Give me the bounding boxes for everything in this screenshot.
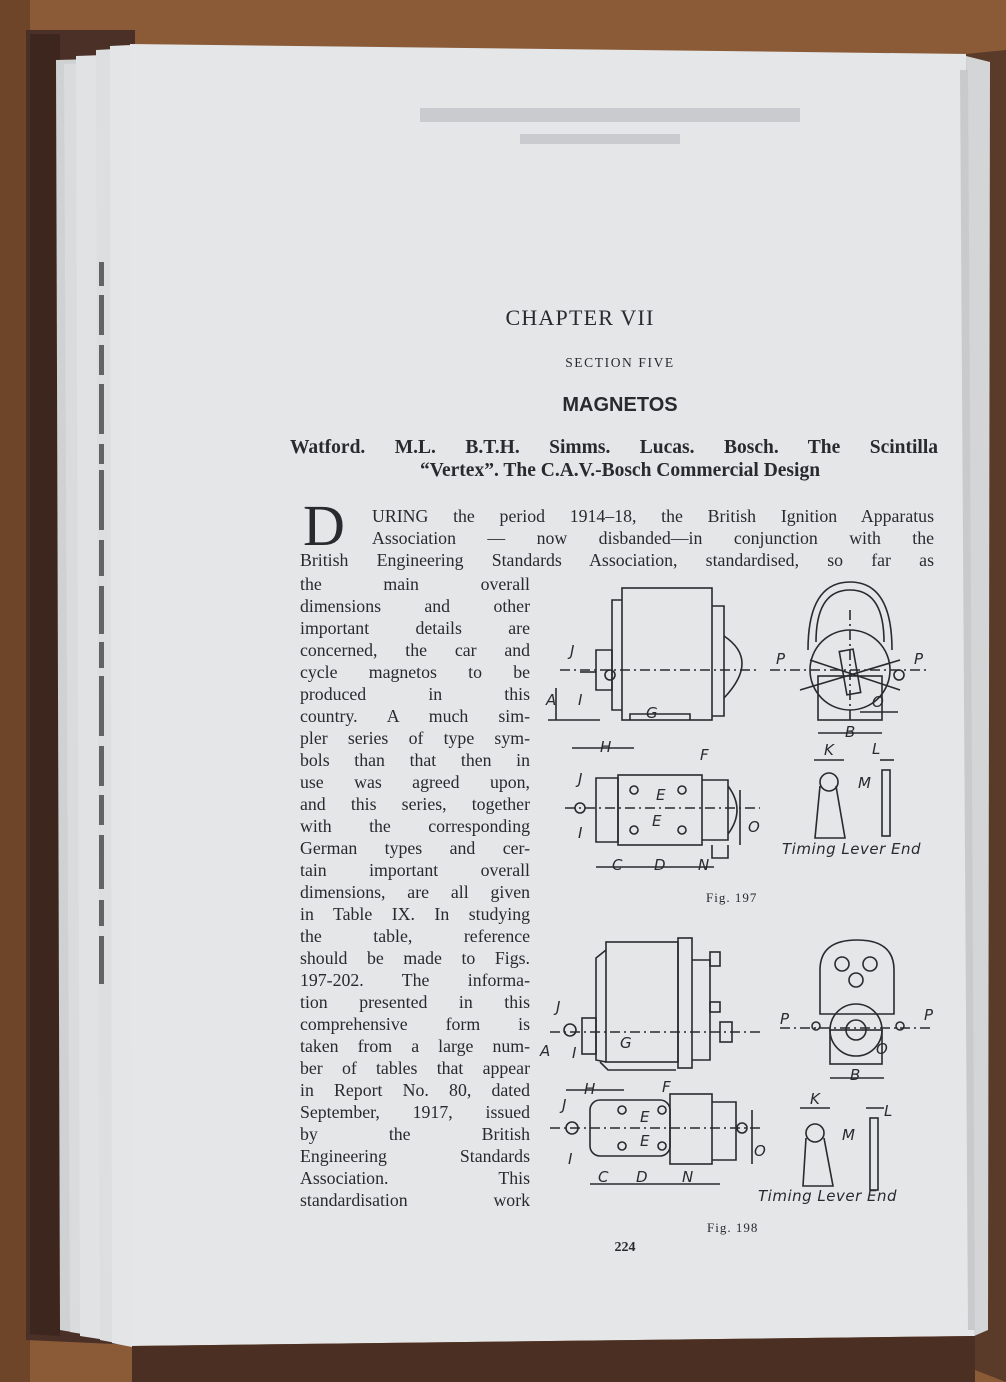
- svg-text:D: D: [636, 1168, 648, 1186]
- body-line: taken from a large num-: [300, 1036, 530, 1056]
- svg-text:O: O: [754, 1142, 766, 1160]
- svg-text:P: P: [776, 650, 786, 668]
- body-line: comprehensive form is: [300, 1014, 530, 1034]
- svg-text:J: J: [556, 998, 561, 1016]
- body-line: produced in this: [300, 684, 530, 704]
- body-line: dimensions, are all given: [300, 882, 530, 902]
- svg-text:H: H: [600, 738, 612, 756]
- svg-text:C: C: [598, 1168, 609, 1186]
- body-line: dimensions and other: [300, 596, 530, 616]
- svg-text:N: N: [682, 1168, 694, 1186]
- svg-text:L: L: [872, 740, 881, 758]
- svg-text:O: O: [876, 1040, 888, 1058]
- body-line: British Engineering Standards Association, standardised, so far as: [300, 550, 934, 570]
- svg-text:D: D: [654, 856, 666, 874]
- svg-text:L: L: [884, 1102, 893, 1120]
- body-line: Engineering Standards: [300, 1146, 530, 1166]
- body-line: country. A much sim-: [300, 706, 530, 726]
- svg-text:B: B: [850, 1066, 861, 1084]
- drop-cap: D: [303, 493, 345, 558]
- page-heading: MAGNETOS: [562, 394, 678, 416]
- body-line: tion presented in this: [300, 992, 530, 1012]
- svg-text:E: E: [656, 786, 666, 804]
- svg-text:A: A: [540, 1042, 551, 1060]
- timing-lever-label-198: Timing Lever End: [758, 1187, 898, 1205]
- body-line: German types and cer-: [300, 838, 530, 858]
- body-line: the main overall: [300, 574, 530, 594]
- body-line: tain important overall: [300, 860, 530, 880]
- body-line: should be made to Figs.: [300, 948, 530, 968]
- svg-text:H: H: [584, 1080, 596, 1098]
- subheading-line-2: “Vertex”. The C.A.V.-Bosch Commercial Design: [419, 460, 821, 481]
- svg-text:I: I: [568, 1150, 573, 1168]
- body-line: cycle magnetos to be: [300, 662, 530, 682]
- svg-text:P: P: [924, 1006, 934, 1024]
- figure-197-caption: Fig. 197: [706, 890, 758, 905]
- body-line: use was agreed upon,: [300, 772, 530, 792]
- subheading-line-1: Watford. M.L. B.T.H. Simms. Lucas. Bosch. The Scintilla: [290, 437, 938, 458]
- body-line: Association — now disbanded—in conjunction with the: [372, 528, 934, 548]
- svg-text:M: M: [858, 774, 871, 792]
- svg-text:F: F: [700, 746, 709, 764]
- figure-198-caption: Fig. 198: [707, 1220, 759, 1235]
- body-line: concerned, the car and: [300, 640, 530, 660]
- svg-text:J: J: [562, 1096, 567, 1114]
- page-number: 224: [614, 1240, 636, 1255]
- svg-text:I: I: [578, 824, 583, 842]
- svg-text:E: E: [640, 1132, 650, 1150]
- svg-text:E: E: [652, 812, 662, 830]
- body-line: important details are: [300, 618, 530, 638]
- body-line: standardisation work: [300, 1190, 530, 1210]
- body-line: bols than that then in: [300, 750, 530, 770]
- svg-text:J: J: [578, 770, 583, 788]
- svg-text:I: I: [578, 691, 583, 709]
- body-line: in Report No. 80, dated: [300, 1080, 530, 1100]
- svg-text:N: N: [698, 856, 710, 874]
- body-line: ber of tables that appear: [300, 1058, 530, 1078]
- svg-text:P: P: [914, 650, 924, 668]
- body-line: and this series, together: [300, 794, 530, 814]
- svg-text:M: M: [842, 1126, 855, 1144]
- svg-text:I: I: [572, 1044, 577, 1062]
- body-line: the table, reference: [300, 926, 530, 946]
- body-line: 197-202. The informa-: [300, 970, 530, 990]
- body-line: URING the period 1914–18, the British Ignition Apparatus: [372, 506, 934, 526]
- timing-lever-label-197: Timing Lever End: [782, 840, 922, 858]
- svg-text:C: C: [612, 856, 623, 874]
- svg-text:K: K: [824, 741, 834, 759]
- body-line: by the British: [300, 1124, 530, 1144]
- chapter-title: CHAPTER VII: [505, 305, 655, 330]
- svg-text:G: G: [646, 704, 658, 722]
- svg-text:K: K: [810, 1090, 820, 1108]
- svg-text:A: A: [546, 691, 557, 709]
- body-line: in Table IX. In studying: [300, 904, 530, 924]
- svg-text:B: B: [845, 723, 856, 741]
- svg-text:O: O: [872, 693, 884, 711]
- body-line: September, 1917, issued: [300, 1102, 530, 1122]
- svg-text:F: F: [662, 1078, 671, 1096]
- body-line: Association. This: [300, 1168, 530, 1188]
- body-line: pler series of type sym-: [300, 728, 530, 748]
- section-title: SECTION FIVE: [565, 355, 675, 370]
- body-line: with the corresponding: [300, 816, 530, 836]
- svg-text:P: P: [780, 1010, 790, 1028]
- svg-text:O: O: [748, 818, 760, 836]
- svg-text:G: G: [620, 1034, 632, 1052]
- svg-text:J: J: [570, 642, 575, 660]
- svg-text:E: E: [640, 1108, 650, 1126]
